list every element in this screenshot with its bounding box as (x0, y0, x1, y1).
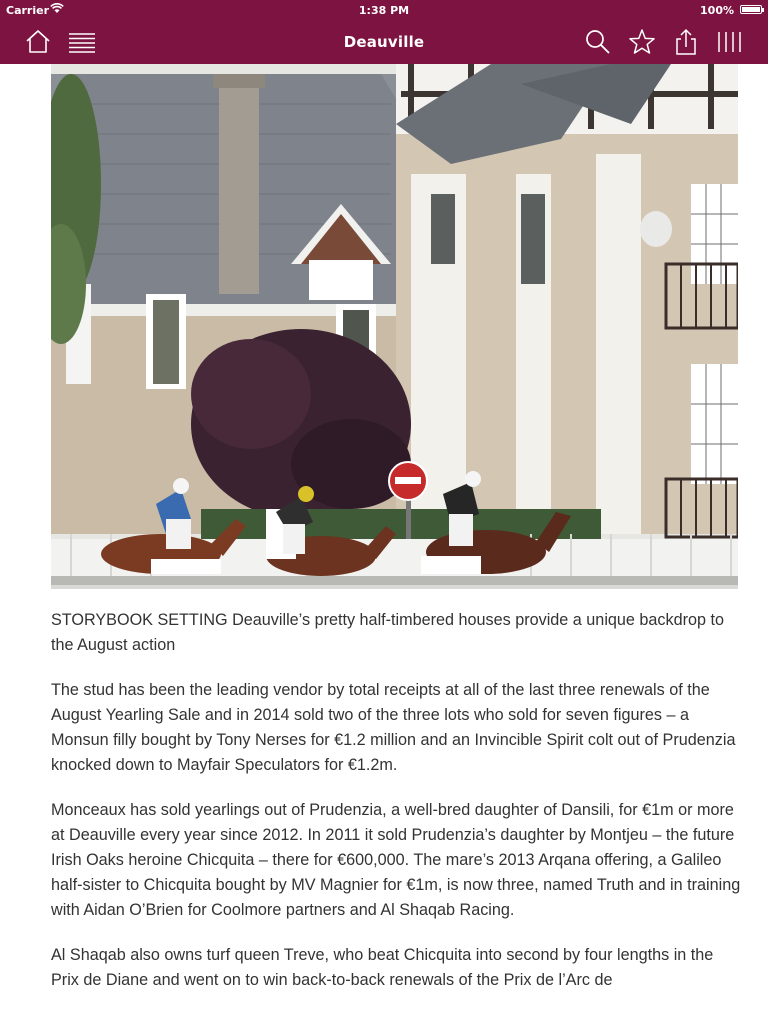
search-icon[interactable] (584, 28, 612, 56)
battery-percent: 100% (700, 4, 734, 17)
article-paragraph: Al Shaqab also owns turf queen Treve, who beat Chicquita into second by four lengths in the Prix de Diane and went on to win back-to-back renewals of the Prix de l’Arc de (51, 946, 714, 989)
status-time: 1:38 PM (358, 4, 410, 17)
battery-level-fill (742, 7, 760, 12)
article-body (51, 608, 741, 1013)
page-title: Deauville (343, 33, 425, 51)
battery-icon (740, 5, 762, 14)
top-bar (0, 0, 768, 64)
star-icon[interactable] (628, 28, 656, 56)
columns-icon[interactable] (716, 28, 744, 56)
article-paragraph: The stud has been the leading vendor by total receipts at all of the last three renewals of the August Yearling Sale and in 2014 sold two of the three lots who sold for seven figures – a Monsun filly bought by Tony Nerses for €1.2 million and an Invincible Spirit colt out of Prudenzia knocked down to Mayfair Speculators for €1.2m. (51, 681, 736, 774)
carrier-label: Carrier (6, 4, 50, 17)
status-bar (0, 0, 768, 20)
article-paragraph: Monceaux has sold yearlings out of Prudenzia, a well-bred daughter of Dansili, for €1m or more at Deauville every year since 2012. In 2011 it sold Prudenzia’s daughter by Montjeu – the future Irish Oaks heroine Chicquita – there for €600,000. The mare’s 2013 Arqana offering, a Galileo half-sister to Chicquita bought by MV Magnier for €1m, is now three, named Truth and in training with Aidan O’Brien for Coolmore partners and Al Shaqab Racing. (51, 801, 741, 919)
hero-photo (51, 64, 738, 589)
photo-caption: STORYBOOK SETTING Deauville’s pretty half-timbered houses provide a unique backdrop to the August action (51, 611, 725, 654)
share-icon[interactable] (672, 28, 700, 56)
